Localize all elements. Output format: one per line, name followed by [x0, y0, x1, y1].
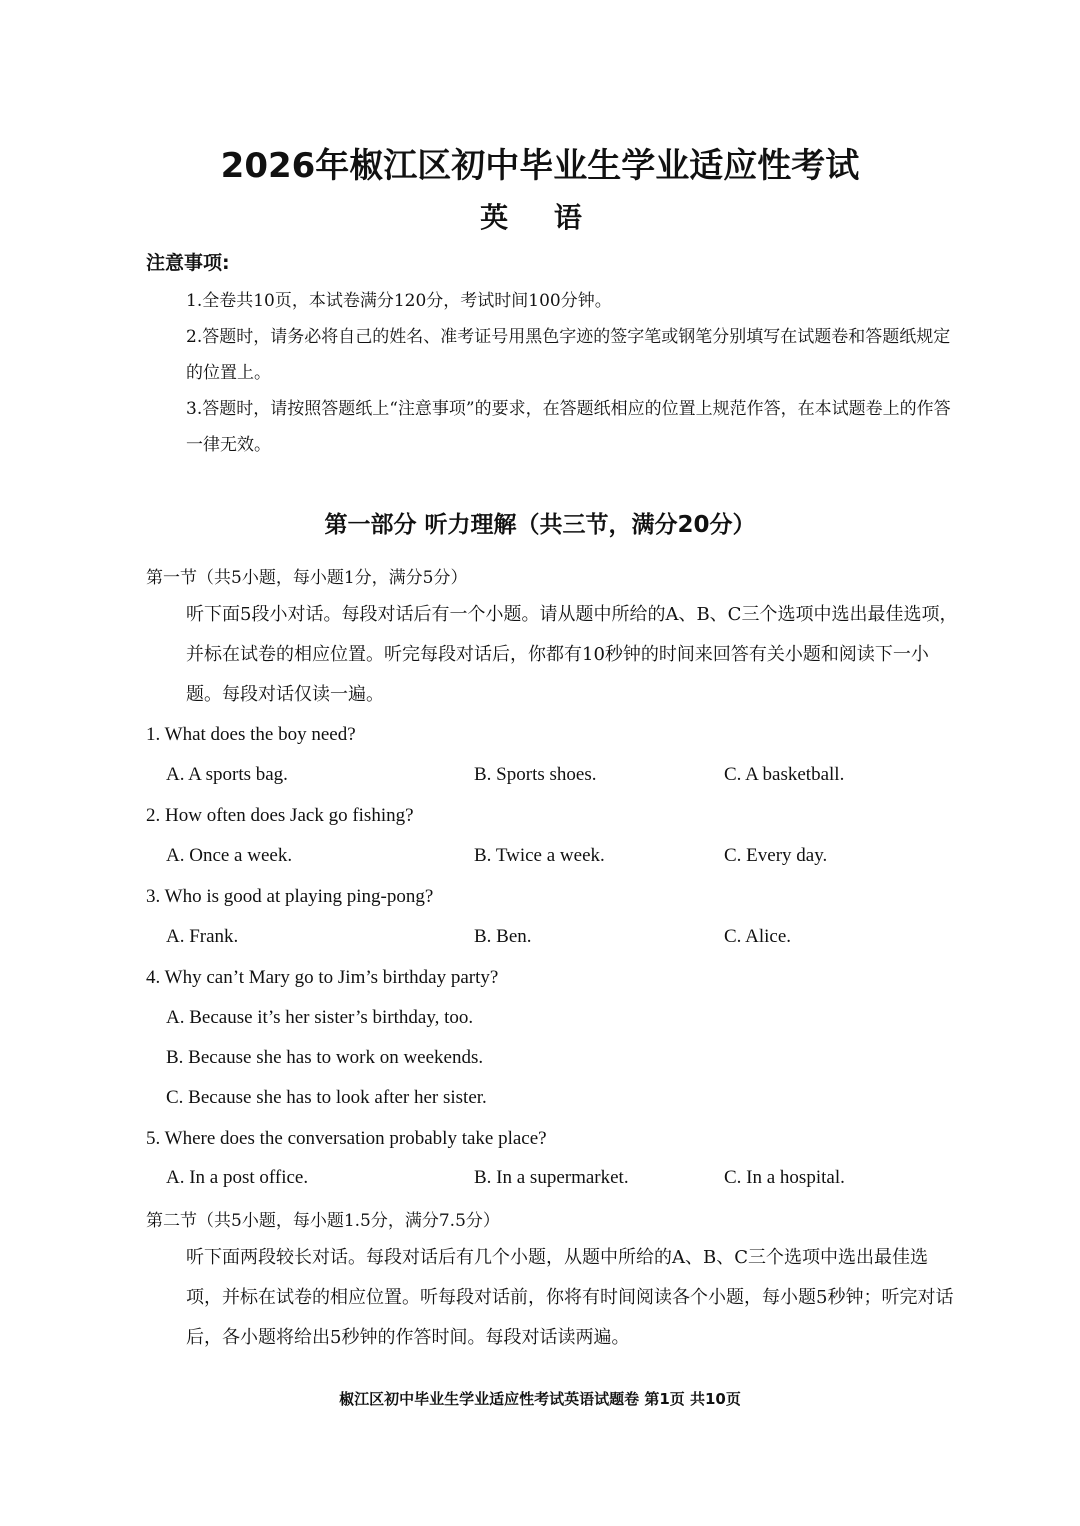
- question-3-option-b: B. Ben.: [474, 926, 532, 947]
- question-1-option-b: B. Sports shoes.: [474, 764, 597, 785]
- question-2-option-b: B. Twice a week.: [474, 845, 605, 866]
- part1-heading: 第一部分 听力理解（共三节，满分20分）: [324, 512, 756, 538]
- question-5: 5. Where does the conversation probably take place?: [146, 1128, 547, 1149]
- section2-label: 第二节（共5小题，每小题1.5分，满分7.5分）: [146, 1211, 500, 1231]
- question-3: 3. Who is good at playing ping-pong?: [146, 886, 434, 907]
- question-4-option-a: A. Because it’s her sister’s birthday, too.: [166, 1007, 474, 1028]
- question-4-option-c: C. Because she has to look after her sister.: [166, 1087, 487, 1108]
- question-2-option-a: A. Once a week.: [166, 845, 293, 866]
- question-4: 4. Why can’t Mary go to Jim’s birthday party?: [146, 967, 499, 988]
- question-5-option-a: A. In a post office.: [166, 1167, 309, 1188]
- exam-title: 2026年椒江区初中毕业生学业适应性考试: [220, 146, 860, 186]
- question-3-option-c: C. Alice.: [724, 926, 792, 947]
- section1-instructions: 听下面5段小对话。每段对话后有一个小题。请从题中所给的A、B、C三个选项中选出最佳选项，并标在试卷的相应位置。听完每段对话后，你都有10秒钟的时间来回答有关小题和阅读下一小题。每段对话仅读一遍。: [186, 604, 958, 705]
- section1-label: 第一节（共5小题，每小题1分，满分5分）: [146, 568, 468, 588]
- question-5-option-c: C. In a hospital.: [724, 1167, 845, 1188]
- notice-item-3: 3.答题时，请按照答题纸上“注意事项”的要求，在答题纸相应的位置上规范作答，在本试题卷上的作答一律无效。: [186, 399, 951, 455]
- question-2-option-c: C. Every day.: [724, 845, 828, 866]
- section2-instructions: 听下面两段较长对话。每段对话后有几个小题，从题中所给的A、B、C三个选项中选出最佳选项，并标在试卷的相应位置。听每段对话前，你将有时间阅读各个小题，每小题5秒钟；听完对话后，各小题将给出5秒钟的作答时间。每段对话读两遍。: [186, 1247, 954, 1348]
- notice-item-2: 2.答题时，请务必将自己的姓名、准考证号用黑色字迹的签字笔或钢笔分别填写在试题卷和答题纸规定的位置上。: [186, 327, 951, 383]
- question-1-option-c: C. A basketball.: [724, 764, 845, 785]
- question-2: 2. How often does Jack go fishing?: [146, 805, 414, 826]
- question-1: 1. What does the boy need?: [146, 724, 356, 745]
- subject-title: 英 语: [480, 201, 600, 234]
- question-1-option-a: A. A sports bag.: [166, 764, 288, 785]
- question-5-option-b: B. In a supermarket.: [474, 1167, 629, 1188]
- page-footer: 椒江区初中毕业生学业适应性考试英语试题卷 第1页 共10页: [339, 1390, 741, 1408]
- question-4-option-b: B. Because she has to work on weekends.: [166, 1047, 484, 1068]
- question-3-option-a: A. Frank.: [166, 926, 239, 947]
- notice-item-1: 1.全卷共10页，本试卷满分120分，考试时间100分钟。: [186, 291, 612, 311]
- notice-heading: 注意事项:: [146, 252, 230, 274]
